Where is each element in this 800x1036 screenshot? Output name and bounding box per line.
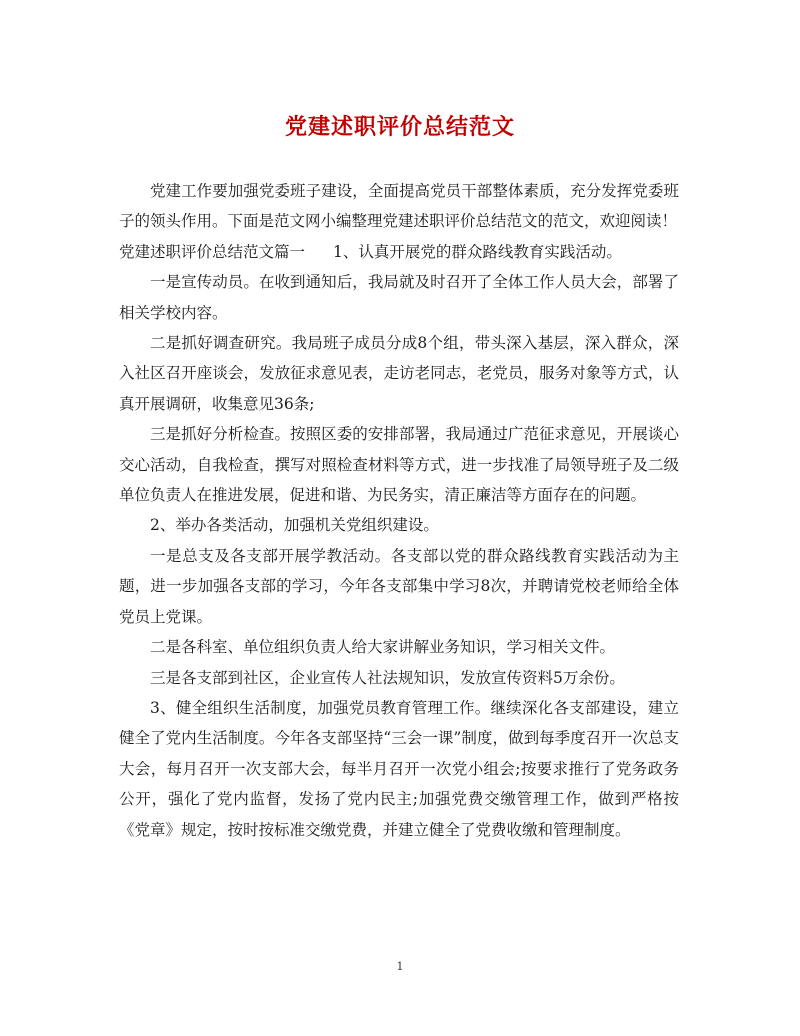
page-number: 1 [396, 960, 404, 973]
body-paragraph: 一是宣传动员。在收到通知后，我局就及时召开了全体工作人员大会，部署了相关学校内容。 [119, 273, 679, 322]
section-first-point: 1、认真开展党的群众路线教育实践活动。 [333, 242, 622, 261]
document-body [119, 176, 679, 845]
body-paragraph: 3、健全组织生活制度，加强党员教育管理工作。继续深化各支部建设，建立健全了党内生活制度。今年各支部坚持“三会一课”制度，做到每季度召开一次总支大会，每月召开一次支部大会，每半月召开一次党小组会;按要求推行了党务政务公开，强化了党内监督，发扬了党内民主;加强党费交缴管理工作，做到严格按《党章》规定，按时按标准交缴党费，并建立健全了党费收缴和管理制度。 [119, 698, 679, 839]
body-paragraph: 三是抓好分析检查。按照区委的安排部署，我局通过广范征求意见，开展谈心交心活动，自我检查，撰写对照检查材料等方式，进一步找准了局领导班子及二级单位负责人在推进发展，促进和谐、为民务实，清正廉洁等方面存在的问题。 [119, 425, 679, 505]
intro-paragraph: 党建工作要加强党委班子建设，全面提高党员干部整体素质，充分发挥党委班子的领头作用。下面是范文网小编整理党建述职评价总结范文的范文，欢迎阅读！ [119, 182, 679, 231]
body-paragraph: 二是抓好调查研究。我局班子成员分成8个组，带头深入基层，深入群众，深入社区召开座谈会，发放征求意见表，走访老同志，老党员，服务对象等方式，认真开展调研，收集意见36条; [119, 334, 679, 413]
body-paragraph: 二是各科室、单位组织负责人给大家讲解业务知识，学习相关文件。 [150, 638, 616, 657]
body-paragraph: 一是总支及各支部开展学教活动。各支部以党的群众路线教育实践活动为主题，进一步加强各支部的学习，今年各支部集中学习8次，并聘请党校老师给全体党员上党课。 [119, 546, 679, 626]
section-label: 党建述职评价总结范文篇一 [119, 242, 306, 261]
section-heading [119, 237, 679, 267]
body-paragraph: 2、举办各类活动，加强机关党组织建设。 [150, 516, 439, 535]
body-paragraph: 三是各支部到社区，企业宣传人社法规知识，发放宣传资料5万余份。 [150, 668, 625, 687]
document-title: 党建述职评价总结范文 [284, 114, 515, 140]
